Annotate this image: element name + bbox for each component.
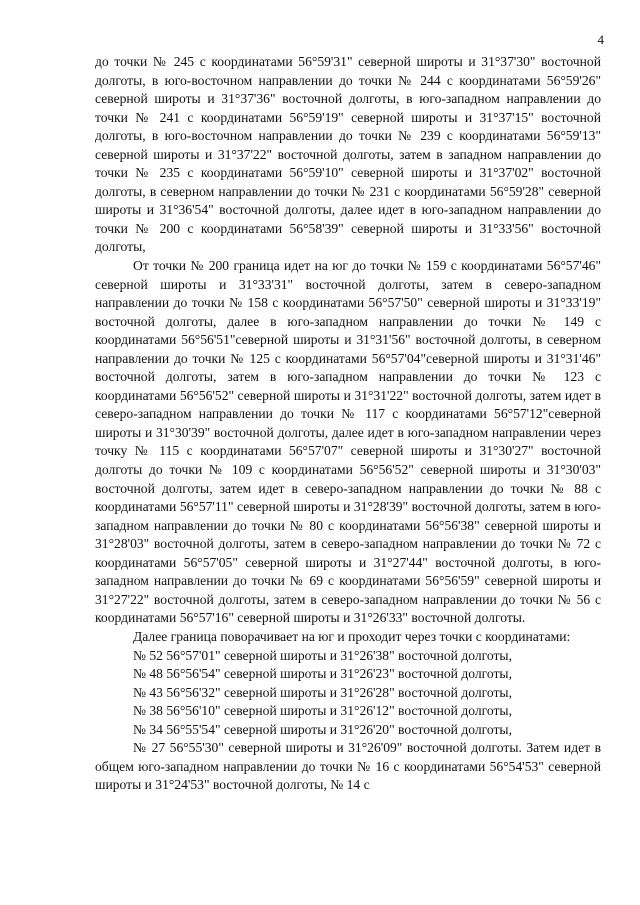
paragraph-boundary-points-1: до точки № 245 с координатами 56°59'31" северной широты и 31°37'30" восточной долготы, в юго-восточном направлении до точки № 244 с координатами 56°59'26" северной широты и 31°37'36" восточной долготы, в юго-западном направлении до точки № 241 с координатами 56°59'19" северной широты и 31°37'15" восточной долготы, в юго-восточном направлении до точки № 239 с координатами 56°59'13" северной широты и 31°37'22" восточной долготы, затем в западном направлении до точки № 235 с координатами 56°59'10" северной широты и 31°37'02" восточной долготы, в северном направлении до точки № 231 с координатами 56°59'28" северной широты и 31°36'54" восточной долготы, далее идет в юго-западном направлении до точки № 200 с координатами 56°58'39" северной широты и 31°33'56" восточной долготы, [95,54,601,255]
coordinate-item-48: № 48 56°56'54" северной широты и 31°26'23" восточной долготы, [133,666,512,682]
document-body [95,53,601,795]
coordinate-item-34: № 34 56°55'54" северной широты и 31°26'20" восточной долготы, [133,721,512,737]
coordinate-item-38: № 38 56°56'10" северной широты и 31°26'12" восточной долготы, [133,703,512,719]
paragraph-boundary-turns-south: Далее граница поворачивает на юг и проходит через точки с координатами: [133,628,571,644]
page-number: 4 [597,32,604,47]
paragraph-point-27-continuation: № 27 56°55'30" северной широты и 31°26'09" восточной долготы. Затем идет в общем юго-западном направлении до точки № 16 с координатами 56°54'53" северной широты и 31°24'53" восточной долготы, № 14 с [95,740,601,793]
coordinate-item-52: № 52 56°57'01" северной широты и 31°26'38" восточной долготы, [133,647,512,663]
paragraph-boundary-from-point-200: От точки № 200 граница идет на юг до точки № 159 с координатами 56°57'46" северной широты и 31°33'31" восточной долготы, затем в северо-западном направлении до точки № 158 с координатами 56°57'50" северной широты и 31°33'19" восточной долготы, далее в юго-западном направлении до точки № 149 с координатами 56°56'51"северной широты и 31°31'56" восточной долготы, в северном направлении до точки № 125 с координатами 56°57'04"северной широты и 31°31'46" восточной долготы, затем в юго-западном направлении до точки № 123 с координатами 56°56'52" северной широты и 31°31'22" восточной долготы, затем идет в северо-западном направлении до точки № 117 с координатами 56°57'12"северной широты и 31°30'39" восточной долготы, далее идет в юго-западном направлении через точку № 115 с координатами 56°57'07" северной широты и 31°30'27" восточной долготы до точки № 109 с координатами 56°56'52" северной широты и 31°30'03" восточной долготы, затем идет в северо-западном направлении до точки № 88 с координатами 56°57'11" северной широты и 31°28'39" восточной долготы, затем в юго-западном направлении до точки № 80 с координатами 56°56'38" северной широты и 31°28'03" восточной долготы, затем в северо-западном направлении до точки № 72 с координатами 56°57'05" северной широты и 31°27'44" восточной долготы, в юго-западном направлении до точки № 69 с координатами 56°56'59" северной широты и 31°27'22" восточной долготы, затем в северо-западном направлении до точки № 56 с координатами 56°57'16" северной широты и 31°26'33" восточной долготы. [95,258,601,626]
coordinate-item-43: № 43 56°56'32" северной широты и 31°26'28" восточной долготы, [133,684,512,700]
